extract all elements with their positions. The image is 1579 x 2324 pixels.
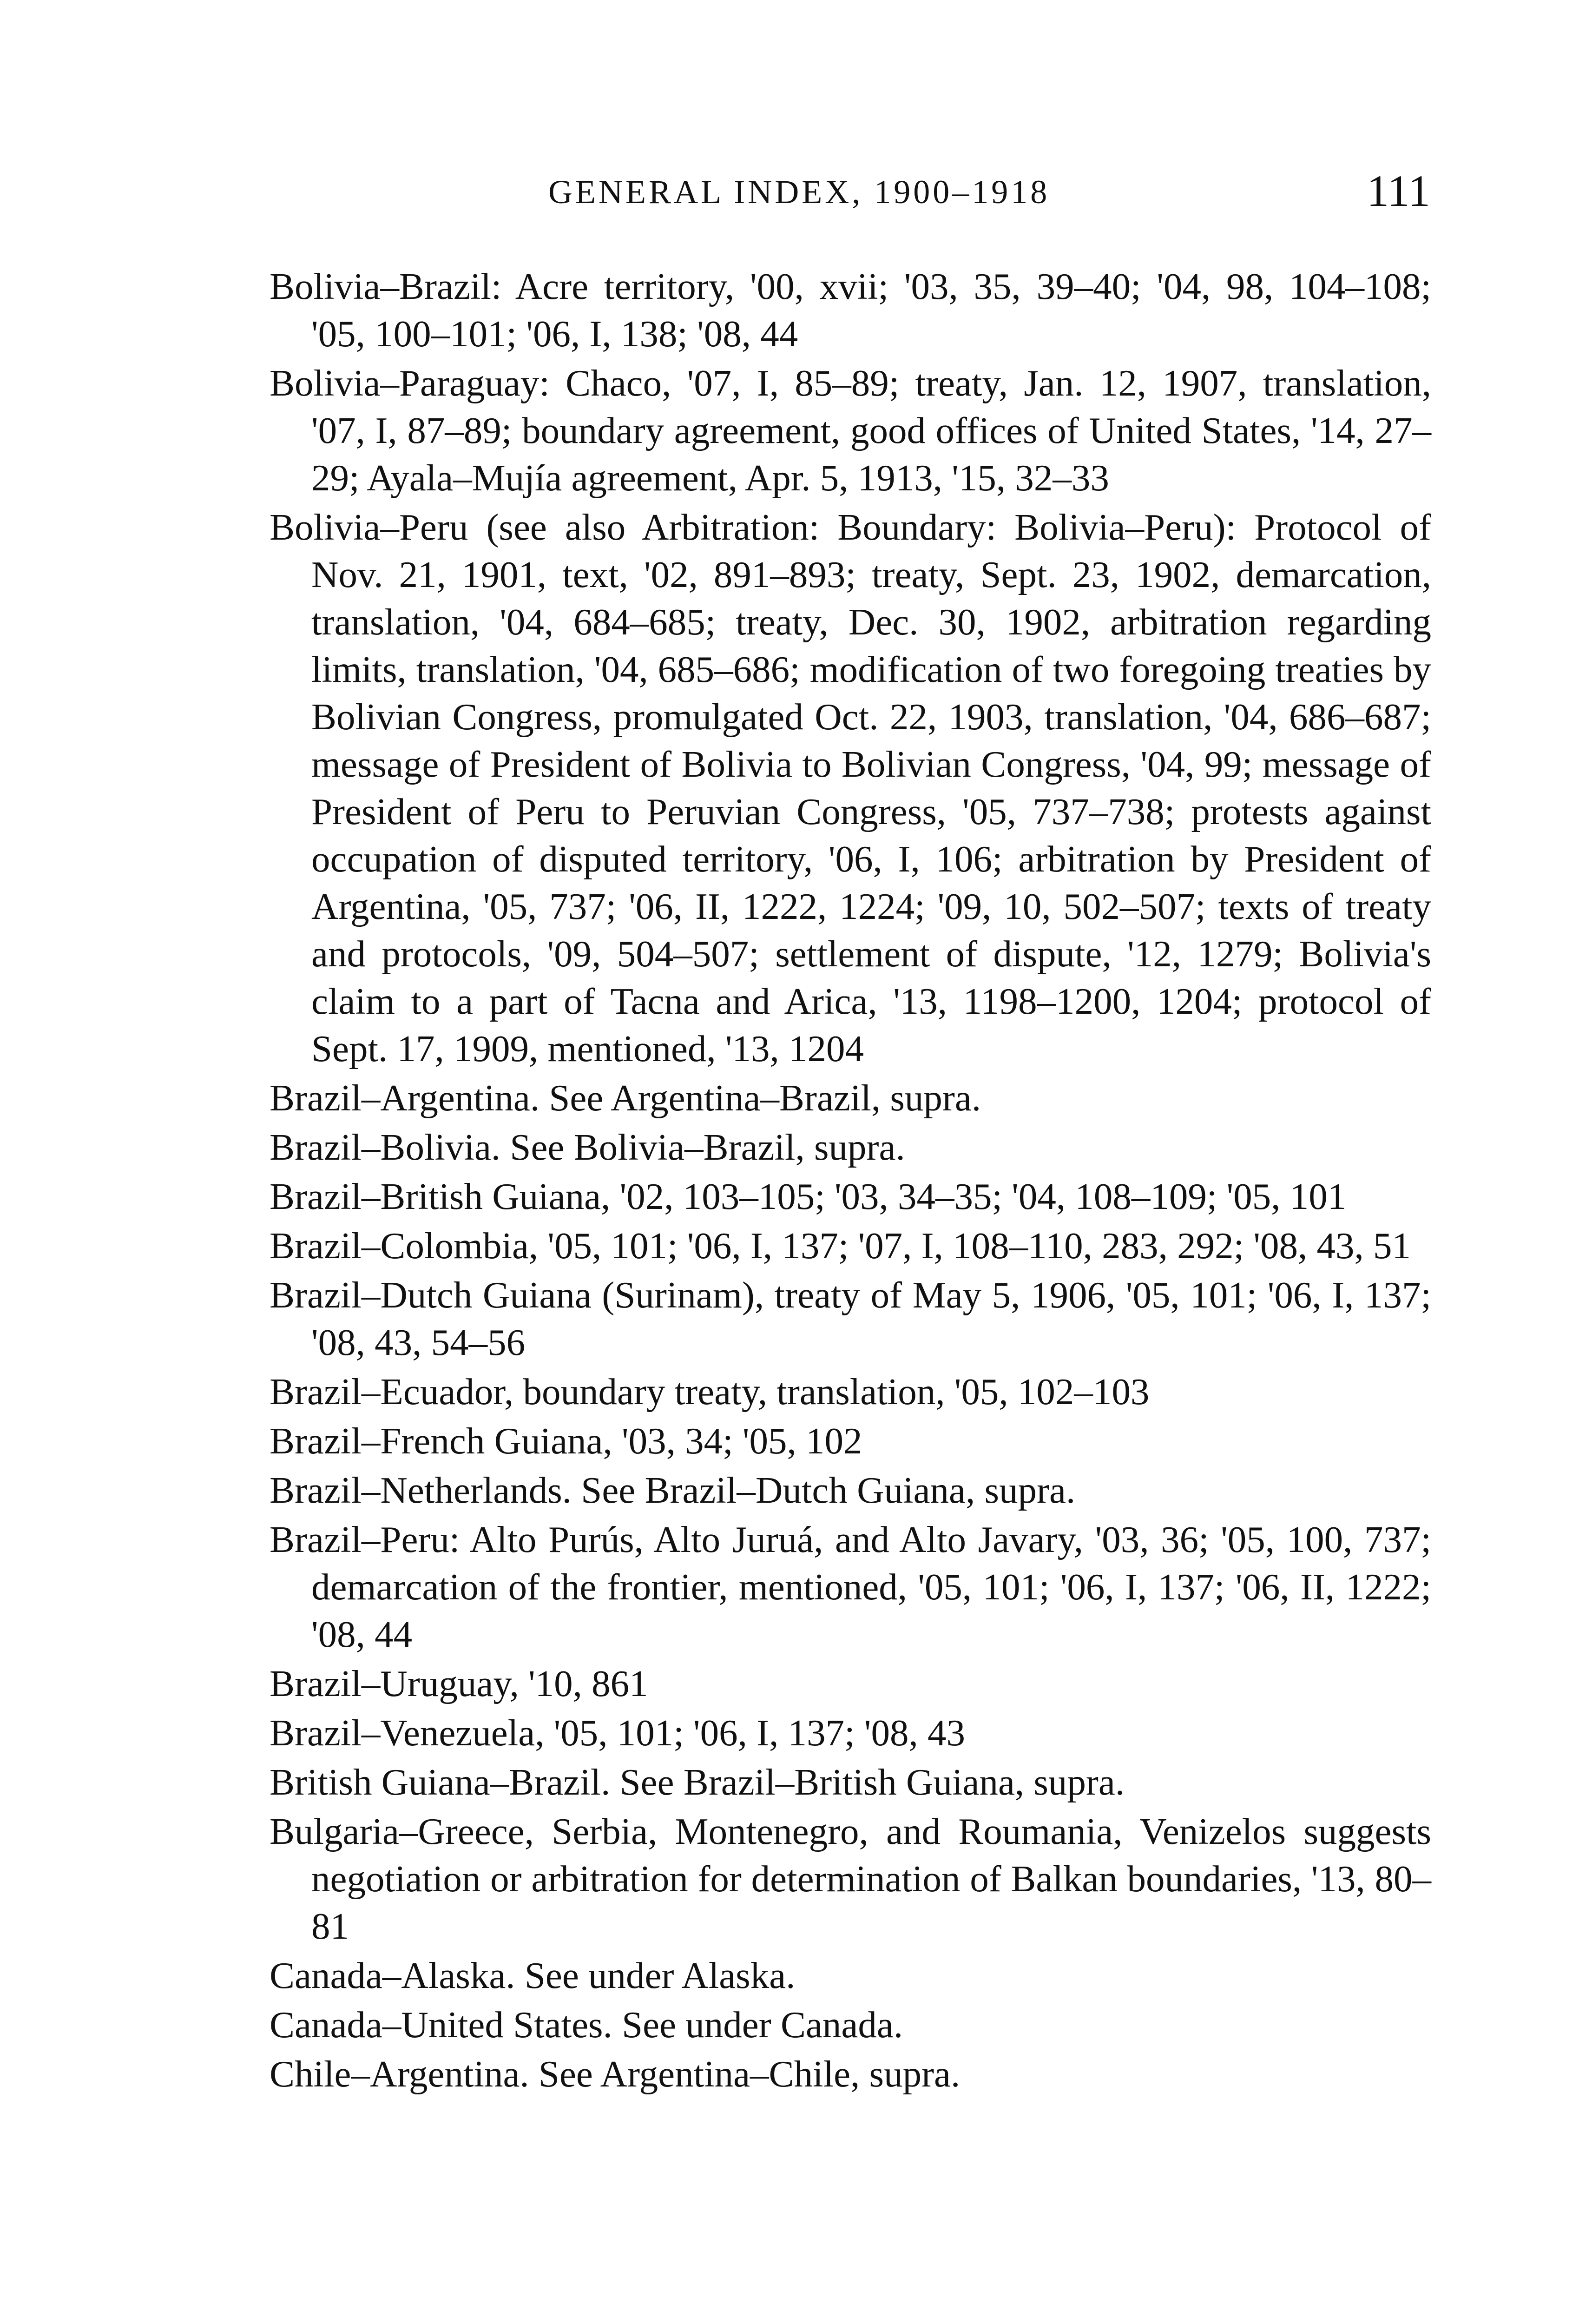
entry-body: '02, 103–105; '03, 34–35; '04, 108–109; '05, 101 [619, 1175, 1347, 1217]
index-entry-canada-alaska [270, 1952, 1431, 1999]
index-entry-brazil-argentina [270, 1074, 1431, 1122]
entry-body: '05, 101; '06, I, 137; '08, 43 [553, 1712, 965, 1754]
index-entry-brazil-netherlands [270, 1466, 1431, 1514]
entry-body: See Argentina–Chile, supra. [538, 2053, 961, 2095]
entry-heading: Brazil–British Guiana, [270, 1175, 611, 1217]
index-entry-bolivia-peru [270, 503, 1431, 1072]
index-entry-brazil-bolivia [270, 1123, 1431, 1171]
entry-body: Alto Purús, Alto Juruá, and Alto Javary, '03, 36; '05, 100, 737; demarcation of the frontier, mentioned, '05, 101; '06, I, 137; '06, II, 1222; '08, 44 [311, 1519, 1432, 1655]
index-entry-chile-argentina [270, 2050, 1431, 2098]
index-entry-brazil-peru [270, 1516, 1431, 1658]
entry-body: See Bolivia–Brazil, supra. [510, 1126, 905, 1168]
index-entry-brazil-colombia [270, 1222, 1431, 1269]
entry-heading: Chile–Argentina. [270, 2053, 529, 2095]
index-entry-bolivia-brazil [270, 263, 1431, 357]
entry-body: See Brazil–Dutch Guiana, supra. [581, 1469, 1076, 1511]
entry-heading: Brazil–Netherlands. [270, 1469, 572, 1511]
entry-heading: Canada–United States. [270, 2004, 612, 2046]
entry-heading: Bulgaria–Greece, Serbia, Montenegro, and Roumania, [270, 1810, 1123, 1852]
entry-heading: Brazil–Peru: [270, 1519, 460, 1560]
entry-heading: Brazil–Venezuela, [270, 1712, 545, 1754]
entry-body: '03, 34; '05, 102 [622, 1420, 862, 1462]
entry-heading: Brazil–French Guiana, [270, 1420, 612, 1462]
index-entry-canada-united-states [270, 2001, 1431, 2048]
entry-heading: Bolivia–Paraguay: [270, 362, 550, 404]
index-entry-brazil-venezuela [270, 1709, 1431, 1756]
entry-body: '10, 861 [528, 1663, 648, 1704]
entry-body: Acre territory, '00, xvii; '03, 35, 39–40; '04, 98, 104–108; '05, 100–101; '06, I, 138; '08, 44 [311, 265, 1431, 355]
index-entry-brazil-ecuador [270, 1368, 1431, 1415]
page-number: 111 [1367, 166, 1430, 216]
entry-body: Venizelos suggests negotiation or arbitration for determination of Balkan boundaries, '13, 80–81 [311, 1810, 1431, 1947]
entry-body: See Argentina–Brazil, supra. [549, 1077, 981, 1119]
entry-heading: Brazil–Bolivia. [270, 1126, 501, 1168]
index-entry-brazil-british-guiana [270, 1173, 1431, 1220]
index-entry-bolivia-paraguay [270, 359, 1431, 502]
entry-body: See under Alaska. [524, 1954, 796, 1996]
entry-heading: British Guiana–Brazil. [270, 1761, 611, 1803]
entry-body: treaty of May 5, 1906, '05, 101; '06, I, 137; '08, 43, 54–56 [311, 1274, 1431, 1363]
entry-heading: Brazil–Argentina. [270, 1077, 540, 1119]
entry-heading: Brazil–Dutch Guiana (Surinam), [270, 1274, 764, 1316]
index-entry-brazil-french-guiana [270, 1417, 1431, 1465]
entry-heading: Bolivia–Peru [270, 506, 468, 548]
entry-body: (see also Arbitration: Boundary: Bolivia–Peru): Protocol of Nov. 21, 1901, text, '02, 891–893; treaty, Sept. 23, 1902, demarcation, translation, '04, 684–685; treaty, Dec. 30, 1902, arbitration regarding limits, translation, '04, 685–686; modification of two foregoing treaties by Bolivian Congress, promulgated Oct. 22, 1903, translation, '04, 686–687; message of President of Bolivia to Bolivian Congress, '04, 99; message of President of Peru to Peruvian Congress, '05, 737–738; protests against occupation of disputed territory, '06, I, 106; arbitration by President of Argentina, '05, 737; '06, II, 1222, 1224; '09, 10, 502–507; texts of treaty and protocols, '09, 504–507; settlement of dispute, '12, 1279; Bolivia's claim to a part of Tacna and Arica, '13, 1198–1200, 1204; protocol of Sept. 17, 1909, mentioned, '13, 1204 [311, 506, 1431, 1070]
index-entry-bulgaria-greece [270, 1808, 1431, 1950]
index-entry-brazil-uruguay [270, 1660, 1431, 1707]
entry-heading: Brazil–Colombia, [270, 1225, 539, 1267]
entry-body: See under Canada. [622, 2004, 903, 2046]
index-entry-british-guiana-brazil [270, 1758, 1431, 1806]
entry-heading: Brazil–Uruguay, [270, 1663, 519, 1704]
entry-body: Chaco, '07, I, 85–89; treaty, Jan. 12, 1907, translation, '07, I, 87–89; boundary agreement, good offices of United States, '14, 27–29; Ayala–Mujía agreement, Apr. 5, 1913, '15, 32–33 [311, 362, 1431, 499]
entry-body: boundary treaty, translation, '05, 102–103 [523, 1371, 1150, 1413]
entry-heading: Brazil–Ecuador, [270, 1371, 514, 1413]
running-title: GENERAL INDEX, 1900–1918 [548, 173, 1050, 211]
entry-heading: Canada–Alaska. [270, 1954, 515, 1996]
entry-heading: Bolivia–Brazil: [270, 265, 502, 307]
index-entries [270, 263, 1431, 2100]
entry-body: See Brazil–British Guiana, supra. [619, 1761, 1125, 1803]
entry-body: '05, 101; '06, I, 137; '07, I, 108–110, 283, 292; '08, 43, 51 [547, 1225, 1411, 1267]
index-entry-brazil-dutch-guiana [270, 1271, 1431, 1366]
